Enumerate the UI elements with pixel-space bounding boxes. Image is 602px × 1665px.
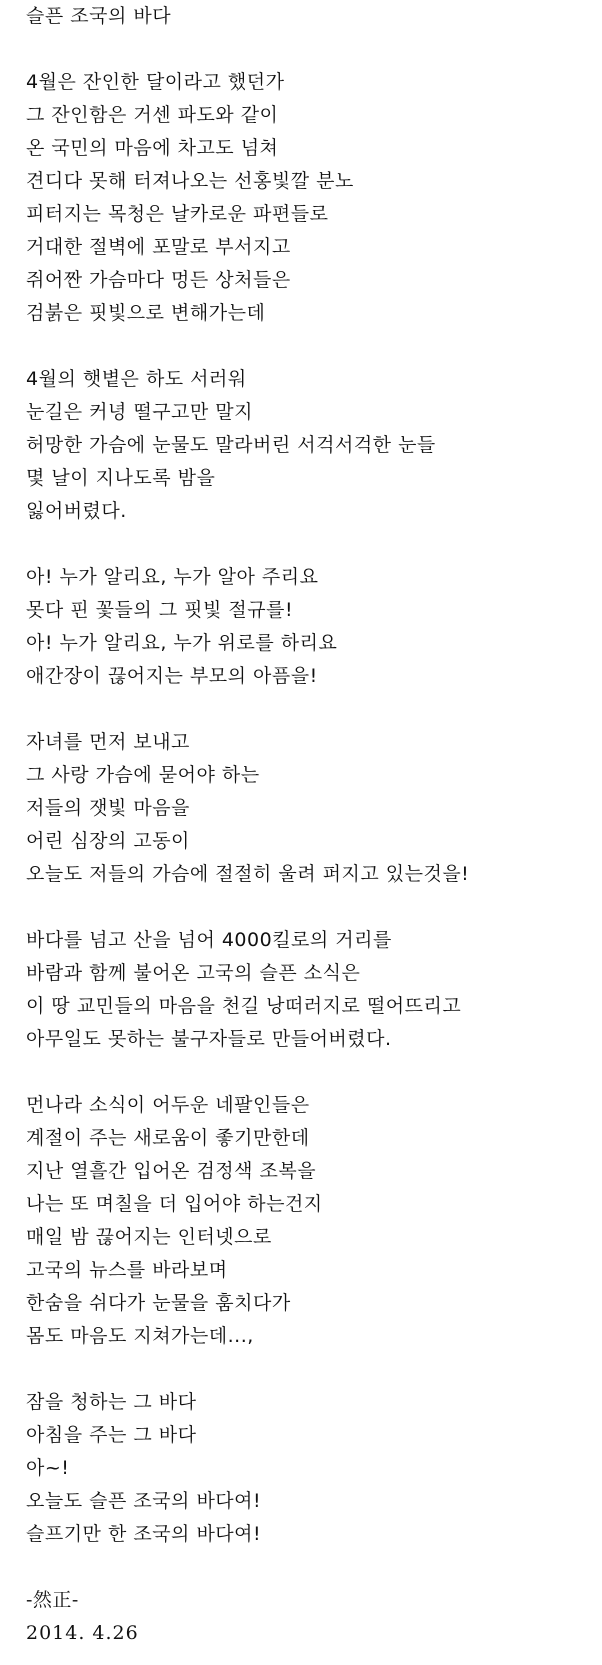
poem-line: 고국의 뉴스를 바라보며	[26, 1259, 228, 1281]
poem-title: 슬픈 조국의 바다	[26, 5, 172, 27]
poem-line: 견디다 못해 터져나오는 선홍빛깔 분노	[26, 170, 354, 192]
poem-line: 몇 날이 지나도록 밤을	[26, 467, 216, 489]
poem-line: 아~!	[26, 1457, 70, 1479]
poem-line: 오늘도 슬픈 조국의 바다여!	[26, 1490, 262, 1512]
poem-line: 피터지는 목청은 날카로운 파편들로	[26, 203, 329, 225]
poem-line: 쥐어짠 가슴마다 멍든 상처들은	[26, 269, 291, 291]
poem-line: 애간장이 끊어지는 부모의 아픔을!	[26, 665, 318, 687]
poem-line: 계절이 주는 새로움이 좋기만한데	[26, 1127, 310, 1149]
poem-line: 4월은 잔인한 달이라고 했던가	[26, 71, 285, 93]
poem-line: 지난 열흘간 입어온 검정색 조복을	[26, 1160, 317, 1182]
poem-line: 잃어버렸다.	[26, 500, 127, 522]
poem-line: 아무일도 못하는 불구자들로 만들어버렸다.	[26, 1028, 392, 1050]
poem-line: 몸도 마음도 지쳐가는데...,	[26, 1325, 254, 1347]
poem-line: 나는 또 며칠을 더 입어야 하는건지	[26, 1193, 323, 1215]
poem-line: 못다 핀 꽃들의 그 핏빛 절규를!	[26, 599, 294, 621]
poem-date: 2014. 4.26	[26, 1622, 139, 1644]
poem-line: 아침을 주는 그 바다	[26, 1424, 197, 1446]
poem-line: 눈길은 커녕 떨구고만 말지	[26, 401, 254, 423]
stanza-4	[26, 726, 586, 891]
poem-line: 저들의 잿빛 마음을	[26, 797, 190, 819]
poem-line: 거대한 절벽에 포말로 부서지고	[26, 236, 291, 258]
poem-line: 오늘도 저들의 가슴에 절절히 울려 퍼지고 있는것을!	[26, 863, 470, 885]
poem-line: 이 땅 교민들의 마음을 천길 낭떠러지로 떨어뜨리고	[26, 995, 462, 1017]
stanza-2	[26, 363, 586, 528]
poem-line: 먼나라 소식이 어두운 네팔인들은	[26, 1094, 310, 1116]
poem-line: 한숨을 쉬다가 눈물을 훔치다가	[26, 1292, 291, 1314]
poem-line: 잠을 청하는 그 바다	[26, 1391, 197, 1413]
poem-line: 검붉은 핏빛으로 변해가는데	[26, 302, 266, 324]
poem-line: 자녀를 먼저 보내고	[26, 731, 190, 753]
poem-line: 어린 심장의 고동이	[26, 830, 190, 852]
poem-line: 그 잔인함은 거센 파도와 같이	[26, 104, 279, 126]
poem-line: 온 국민의 마음에 차고도 넘쳐	[26, 137, 279, 159]
stanza-1	[26, 66, 586, 330]
poem-line: 그 사랑 가슴에 묻어야 하는	[26, 764, 260, 786]
stanza-6	[26, 1089, 586, 1353]
poem-line: 아! 누가 알리요, 누가 위로를 하리요	[26, 632, 338, 654]
poem-line: 허망한 가슴에 눈물도 말라버린 서걱서걱한 눈들	[26, 434, 436, 456]
poem-line: 4월의 햇볕은 하도 서러워	[26, 368, 247, 390]
poem-document	[26, 0, 586, 1650]
poem-line: 바람과 함께 불어온 고국의 슬픈 소식은	[26, 962, 361, 984]
stanza-7	[26, 1386, 586, 1551]
poem-line: 매일 밤 끊어지는 인터넷으로	[26, 1226, 272, 1248]
poem-line: 아! 누가 알리요, 누가 알아 주리요	[26, 566, 319, 588]
author-signature: -然正-	[26, 1589, 79, 1611]
poem-line: 바다를 넘고 산을 넘어 4000킬로의 거리를	[26, 929, 392, 951]
stanza-5	[26, 924, 586, 1056]
stanza-3	[26, 561, 586, 693]
poem-line: 슬프기만 한 조국의 바다여!	[26, 1523, 262, 1545]
